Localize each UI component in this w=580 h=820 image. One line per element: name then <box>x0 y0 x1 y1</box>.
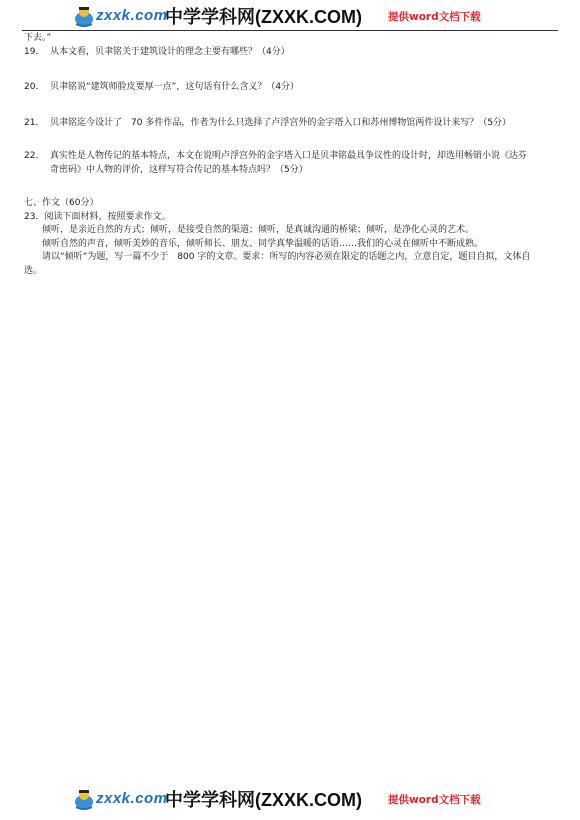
site-name-text: 中学学科网 <box>165 7 255 28</box>
prompt-paragraph-3: 请以“倾听”为题，写一篇不少于 800 字的文章。要求：所写的内容必须在限定的话题之内，立意自定，题目自拟，文体自选。 <box>24 252 531 276</box>
question-number: 20． <box>24 82 45 92</box>
document-body <box>24 32 534 278</box>
question-number: 22． <box>24 151 45 161</box>
prompt-paragraph-1: 倾听，是亲近自然的方式；倾听，是接受自然的渠道；倾听，是真诚沟通的桥梁；倾听，是净化心灵的艺术。 <box>42 225 475 235</box>
question-23-intro: 23．阅读下面材料，按照要求作文。 <box>24 211 171 222</box>
site-name <box>165 3 362 29</box>
continuation-text: 下去。” <box>24 33 52 43</box>
site-name <box>165 786 362 812</box>
logo-text: zxxk.com <box>96 790 168 807</box>
question-22 <box>24 150 534 177</box>
question-19 <box>24 46 534 60</box>
download-banner: 提供word文档下载 <box>388 11 481 23</box>
page-footer <box>0 783 580 813</box>
site-domain: (ZXXK.COM) <box>255 790 362 810</box>
page-header <box>0 0 580 30</box>
site-name-text: 中学学科网 <box>165 790 255 811</box>
question-number: 21． <box>24 117 45 128</box>
header-divider <box>22 30 558 31</box>
question-21 <box>24 117 534 131</box>
question-text: 从本文看，贝聿铭关于建筑设计的理念主要有哪些？（4分） <box>50 46 290 57</box>
download-banner: 提供word文档下载 <box>388 794 481 806</box>
question-number: 19． <box>24 46 45 57</box>
section-heading: 七、作文（60分） <box>24 198 99 208</box>
question-20 <box>24 81 534 95</box>
question-text: 真实性是人物传记的基本特点，本文在说明卢浮宫外的金字塔入口是贝聿铭最具争议性的设计时，却选用畅销小说《达芬奇密码》中人物的评价，这样写符合传记的基本特点吗？（5分） <box>50 151 528 175</box>
prompt-paragraph-2: 倾听自然的声音，倾听美妙的音乐，倾听师长、朋友、同学真挚温暖的话语……我们的心灵在倾听中不断成熟。 <box>42 238 484 249</box>
question-text: 贝聿铭迄今设计了 70 多件作品，作者为什么只选择了卢浮宫外的金字塔入口和苏州博物馆两件设计来写？（5分） <box>50 117 512 128</box>
logo-text: zxxk.com <box>96 7 168 24</box>
question-text: 贝聿铭说“建筑师脸皮要厚一点”，这句话有什么含义？（4分） <box>50 82 300 92</box>
site-domain: (ZXXK.COM) <box>255 7 362 27</box>
